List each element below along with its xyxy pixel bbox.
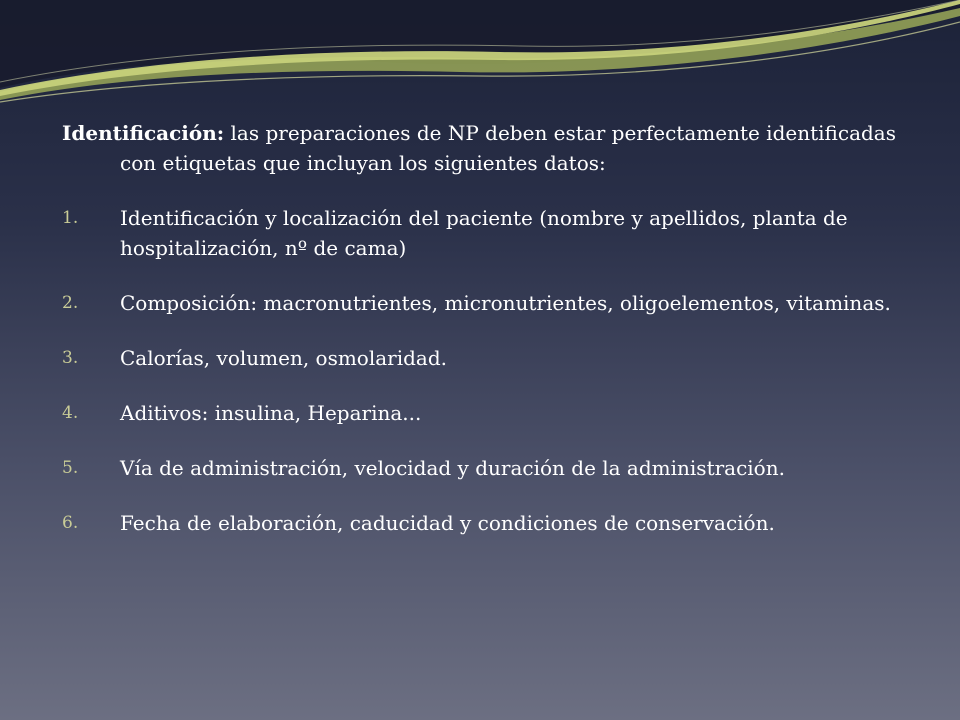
data-list — [62, 203, 932, 538]
intro-keyword: Identificación: — [62, 121, 225, 145]
list-item-text: Composición: macronutrientes, micronutrientes, oligoelementos, vitaminas. — [120, 291, 891, 315]
intro-paragraph — [62, 118, 932, 178]
list-number: 5. — [62, 458, 79, 478]
list-item-text: Calorías, volumen, osmolaridad. — [120, 346, 448, 370]
list-item — [62, 343, 932, 373]
list-number: 1. — [62, 208, 79, 228]
list-item-text: Aditivos: insulina, Heparina... — [120, 401, 422, 425]
list-item-text: Identificación y localización del paciente (nombre y apellidos, planta de hospitalización, nº de cama) — [120, 206, 848, 260]
slide-content — [62, 118, 932, 538]
list-item — [62, 453, 932, 483]
list-number: 4. — [62, 403, 79, 423]
list-item — [62, 288, 932, 318]
list-item — [62, 203, 932, 263]
list-item-text: Fecha de elaboración, caducidad y condiciones de conservación. — [120, 511, 775, 535]
list-item-text: Vía de administración, velocidad y duración de la administración. — [120, 456, 785, 480]
list-number: 3. — [62, 348, 79, 368]
list-item — [62, 398, 932, 428]
list-number: 2. — [62, 293, 79, 313]
decorative-swoosh — [0, 0, 960, 110]
list-item — [62, 508, 932, 538]
list-number: 6. — [62, 513, 79, 533]
intro-text: las preparaciones de NP deben estar perfectamente identificadas con etiquetas que incluyan los siguientes datos: — [120, 121, 896, 175]
